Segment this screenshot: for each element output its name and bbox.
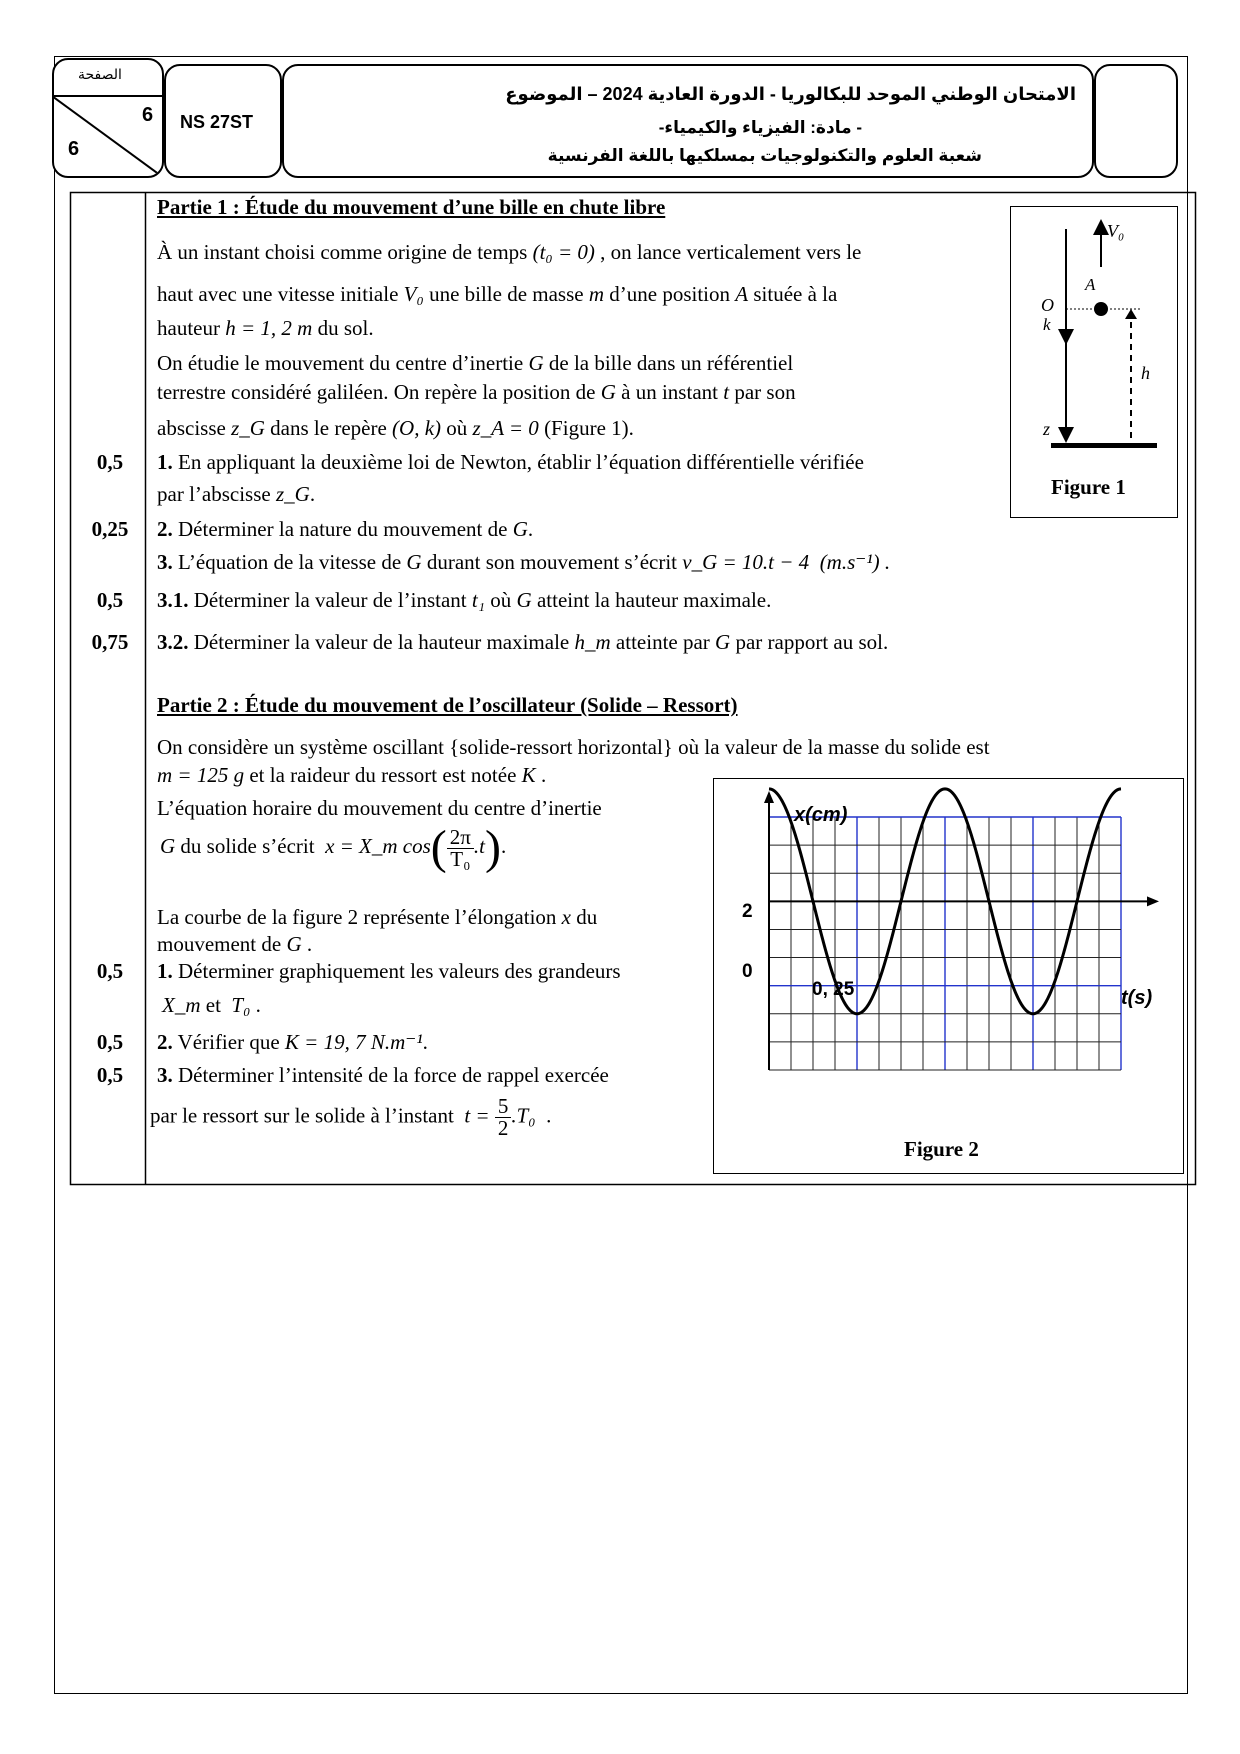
figure1-drawing <box>1011 207 1179 519</box>
ground <box>1051 443 1157 448</box>
part2-line3: L’équation horaire du mouvement du centre d’inertie <box>157 796 602 820</box>
points-q31-part1: 0,5 <box>96 588 124 612</box>
page-number: 6 <box>142 104 154 126</box>
figure1-caption: Figure 1 <box>1051 475 1126 499</box>
part2-line6: mouvement de G . <box>157 932 313 956</box>
part1-question3: 3. L’équation de la vitesse de G durant son mouvement s’écrit v_G = 10.t − 4 (m.s⁻¹) . <box>157 550 891 574</box>
time-fraction: $\frac{5}{2}$ <box>495 1096 512 1139</box>
ball <box>1094 302 1108 316</box>
exam-title-line2: - مادة: الفيزياء والكيمياء- <box>658 118 862 137</box>
part1-question31: 3.1. Déterminer la valeur de l’instant t₁ où G atteint la hauteur maximale. <box>157 588 772 612</box>
figure2-chart <box>714 779 1185 1175</box>
part2-question2: 2. Vérifier que K = 19, 7 N.m⁻¹. <box>157 1030 428 1054</box>
part1-question2: 2. Déterminer la nature du mouvement de G. <box>157 517 534 541</box>
part1-line4: On étudie le mouvement du centre d’inertie G de la bille dans un référentiel <box>157 351 794 375</box>
label-z: z <box>1043 419 1051 439</box>
chart-xlabel: t(s) <box>1121 987 1153 1009</box>
part2-question1: 1. Déterminer graphiquement les valeurs des grandeurs <box>157 959 621 983</box>
label-h: h <box>1141 363 1150 383</box>
page-total: 6 <box>68 138 80 160</box>
part2-question3-cont: par le ressort sur le solide à l’instant t = $\frac{5}{2}$ .T₀ . <box>150 1094 552 1140</box>
page-label: الصفحة <box>78 66 122 82</box>
part2-question1-cont: X_m et T₀ . <box>162 993 261 1017</box>
label-O: O <box>1041 295 1054 315</box>
part1-title: Partie 1 : Étude du mouvement d’une bille en chute libre <box>157 195 666 219</box>
label-v0: V₀ <box>1107 221 1125 241</box>
chart-ylabel: x(cm) <box>794 804 848 826</box>
part2-question3: 3. Déterminer l’intensité de la force de rappel exercée <box>157 1063 609 1087</box>
part1-line2: haut avec une vitesse initiale V₀ une bille de masse m d’une position A située à la <box>157 282 838 306</box>
part1-line6: abscisse z_G dans le repère (O, k) où z_A = 0 (Figure 1). <box>157 416 634 440</box>
part2-equation-line: G du solide s’écrit x = X_m cos( $\frac{2\pi}{\text{T₀}}$ .t). <box>160 821 507 874</box>
points-q1-part1: 0,5 <box>96 450 124 474</box>
tick-label-y2: 2 <box>742 901 753 922</box>
tick-label-x025: 0, 25 <box>812 979 855 1000</box>
figure1-box <box>1010 206 1178 518</box>
points-q3-part2: 0,5 <box>96 1063 124 1087</box>
cos-fraction: $\frac{2\pi}{\text{T₀}}$ <box>447 827 474 870</box>
exam-title-line1: الامتحان الوطني الموحد للبكالوريا - الدورة العادية 2024 – الموضوع <box>505 84 1076 104</box>
part2-line5: La courbe de la figure 2 représente l’élongation x du <box>157 905 598 929</box>
points-q1-part2: 0,5 <box>96 959 124 983</box>
part2-title: Partie 2 : Étude du mouvement de l’oscillateur (Solide – Ressort) <box>157 693 738 717</box>
label-k: k <box>1043 315 1051 334</box>
part1-question1-cont: par l’abscisse z_G. <box>157 482 316 506</box>
part1-line3: hauteur h = 1, 2 m du sol. <box>157 316 374 340</box>
part2-line1: On considère un système oscillant {solide-ressort horizontal} où la valeur de la masse du solide est <box>157 735 990 759</box>
points-q2-part2: 0,5 <box>96 1030 124 1054</box>
points-q32-part1: 0,75 <box>91 630 129 654</box>
exam-code: NS 27ST <box>180 112 254 132</box>
figure2-box <box>713 778 1184 1174</box>
part1-question32: 3.2. Déterminer la valeur de la hauteur maximale h_m atteinte par G par rapport au sol. <box>157 630 889 654</box>
tick-label-y0: 0 <box>742 961 753 982</box>
points-q2-part1: 0,25 <box>91 517 129 541</box>
label-A: A <box>1085 275 1096 294</box>
x-axis-arrow <box>1147 896 1159 906</box>
exam-title-line3: شعبة العلوم والتكنولوجيات بمسلكيها باللغة الفرنسية <box>547 146 982 165</box>
part2-line2: m = 125 g et la raideur du ressort est notée K . <box>157 763 547 787</box>
y-axis-arrow <box>764 791 774 803</box>
figure2-caption: Figure 2 <box>904 1137 979 1161</box>
part1-question1: 1. En appliquant la deuxième loi de Newton, établir l’équation différentielle vérifiée <box>157 450 864 474</box>
part1-line5: terrestre considéré galiléen. On repère la position de G à un instant t par son <box>157 380 796 404</box>
part1-line1: À un instant choisi comme origine de temps (t₀ = 0) , on lance verticalement vers le <box>157 240 862 264</box>
